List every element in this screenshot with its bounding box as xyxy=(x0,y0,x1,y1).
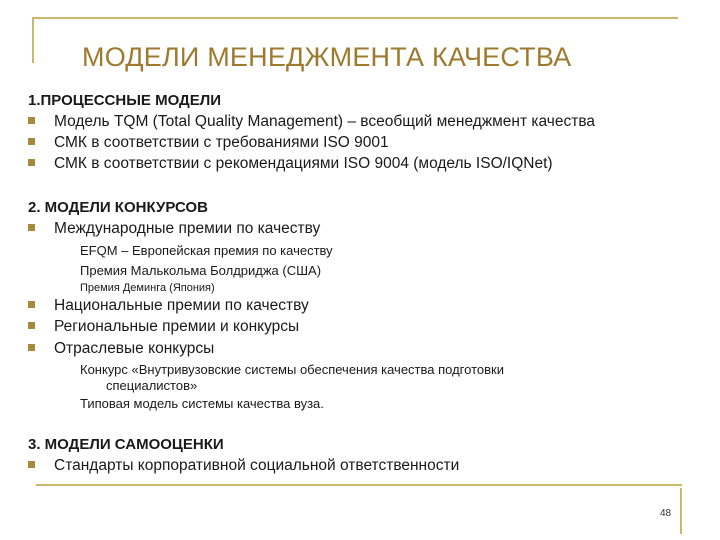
square-bullet-icon xyxy=(28,344,35,351)
sub-item-contest: Конкурс «Внутривузовские системы обеспечения качества подготовки xyxy=(80,362,504,377)
frame-left-line xyxy=(32,17,34,63)
list-item xyxy=(28,220,320,238)
list-item xyxy=(28,155,553,173)
sub-item-efqm: EFQM – Европейская премия по качеству xyxy=(80,243,333,258)
square-bullet-icon xyxy=(28,138,35,145)
square-bullet-icon xyxy=(28,461,35,468)
sub-item-model: Типовая модель системы качества вуза. xyxy=(80,396,324,411)
list-item-text: Национальные премии по качеству xyxy=(54,297,309,314)
square-bullet-icon xyxy=(28,301,35,308)
page-number: 48 xyxy=(660,508,672,519)
list-item xyxy=(28,134,389,152)
list-item-text: СМК в соответствии с требованиями ISO 9001 xyxy=(54,134,389,151)
list-item xyxy=(28,457,459,475)
frame-bottom-line xyxy=(36,484,682,486)
square-bullet-icon xyxy=(28,322,35,329)
square-bullet-icon xyxy=(28,117,35,124)
list-item-text: Отраслевые конкурсы xyxy=(54,340,215,357)
list-item-text: Стандарты корпоративной социальной ответственности xyxy=(54,457,460,474)
list-item-text: Региональные премии и конкурсы xyxy=(54,318,300,335)
section1-heading: 1.ПРОЦЕССНЫЕ МОДЕЛИ xyxy=(28,92,222,109)
sub-item-baldrige: Премия Малькольма Болдриджа (США) xyxy=(80,263,322,278)
slide-title: МОДЕЛИ МЕНЕДЖМЕНТА КАЧЕСТВА xyxy=(82,42,572,72)
list-item xyxy=(28,297,309,315)
list-item-text: Модель TQM (Total Quality Management) – всеобщий менеджмент качества xyxy=(54,113,596,130)
sub-item-deming: Премия Деминга (Япония) xyxy=(80,282,215,294)
frame-top-line xyxy=(32,17,678,19)
section2-heading: 2. МОДЕЛИ КОНКУРСОВ xyxy=(28,199,208,216)
list-item xyxy=(28,318,299,336)
list-item-text: СМК в соответствии с рекомендациями ISO 9004 (модель ISO/IQNet) xyxy=(54,155,553,172)
square-bullet-icon xyxy=(28,159,35,166)
list-item xyxy=(28,340,214,358)
list-item xyxy=(28,113,595,131)
frame-right-line xyxy=(680,488,682,534)
list-item-text: Международные премии по качеству xyxy=(54,220,321,237)
sub-item-contest-continued: специалистов» xyxy=(106,378,198,393)
square-bullet-icon xyxy=(28,224,35,231)
section3-heading: 3. МОДЕЛИ САМООЦЕНКИ xyxy=(28,436,224,453)
